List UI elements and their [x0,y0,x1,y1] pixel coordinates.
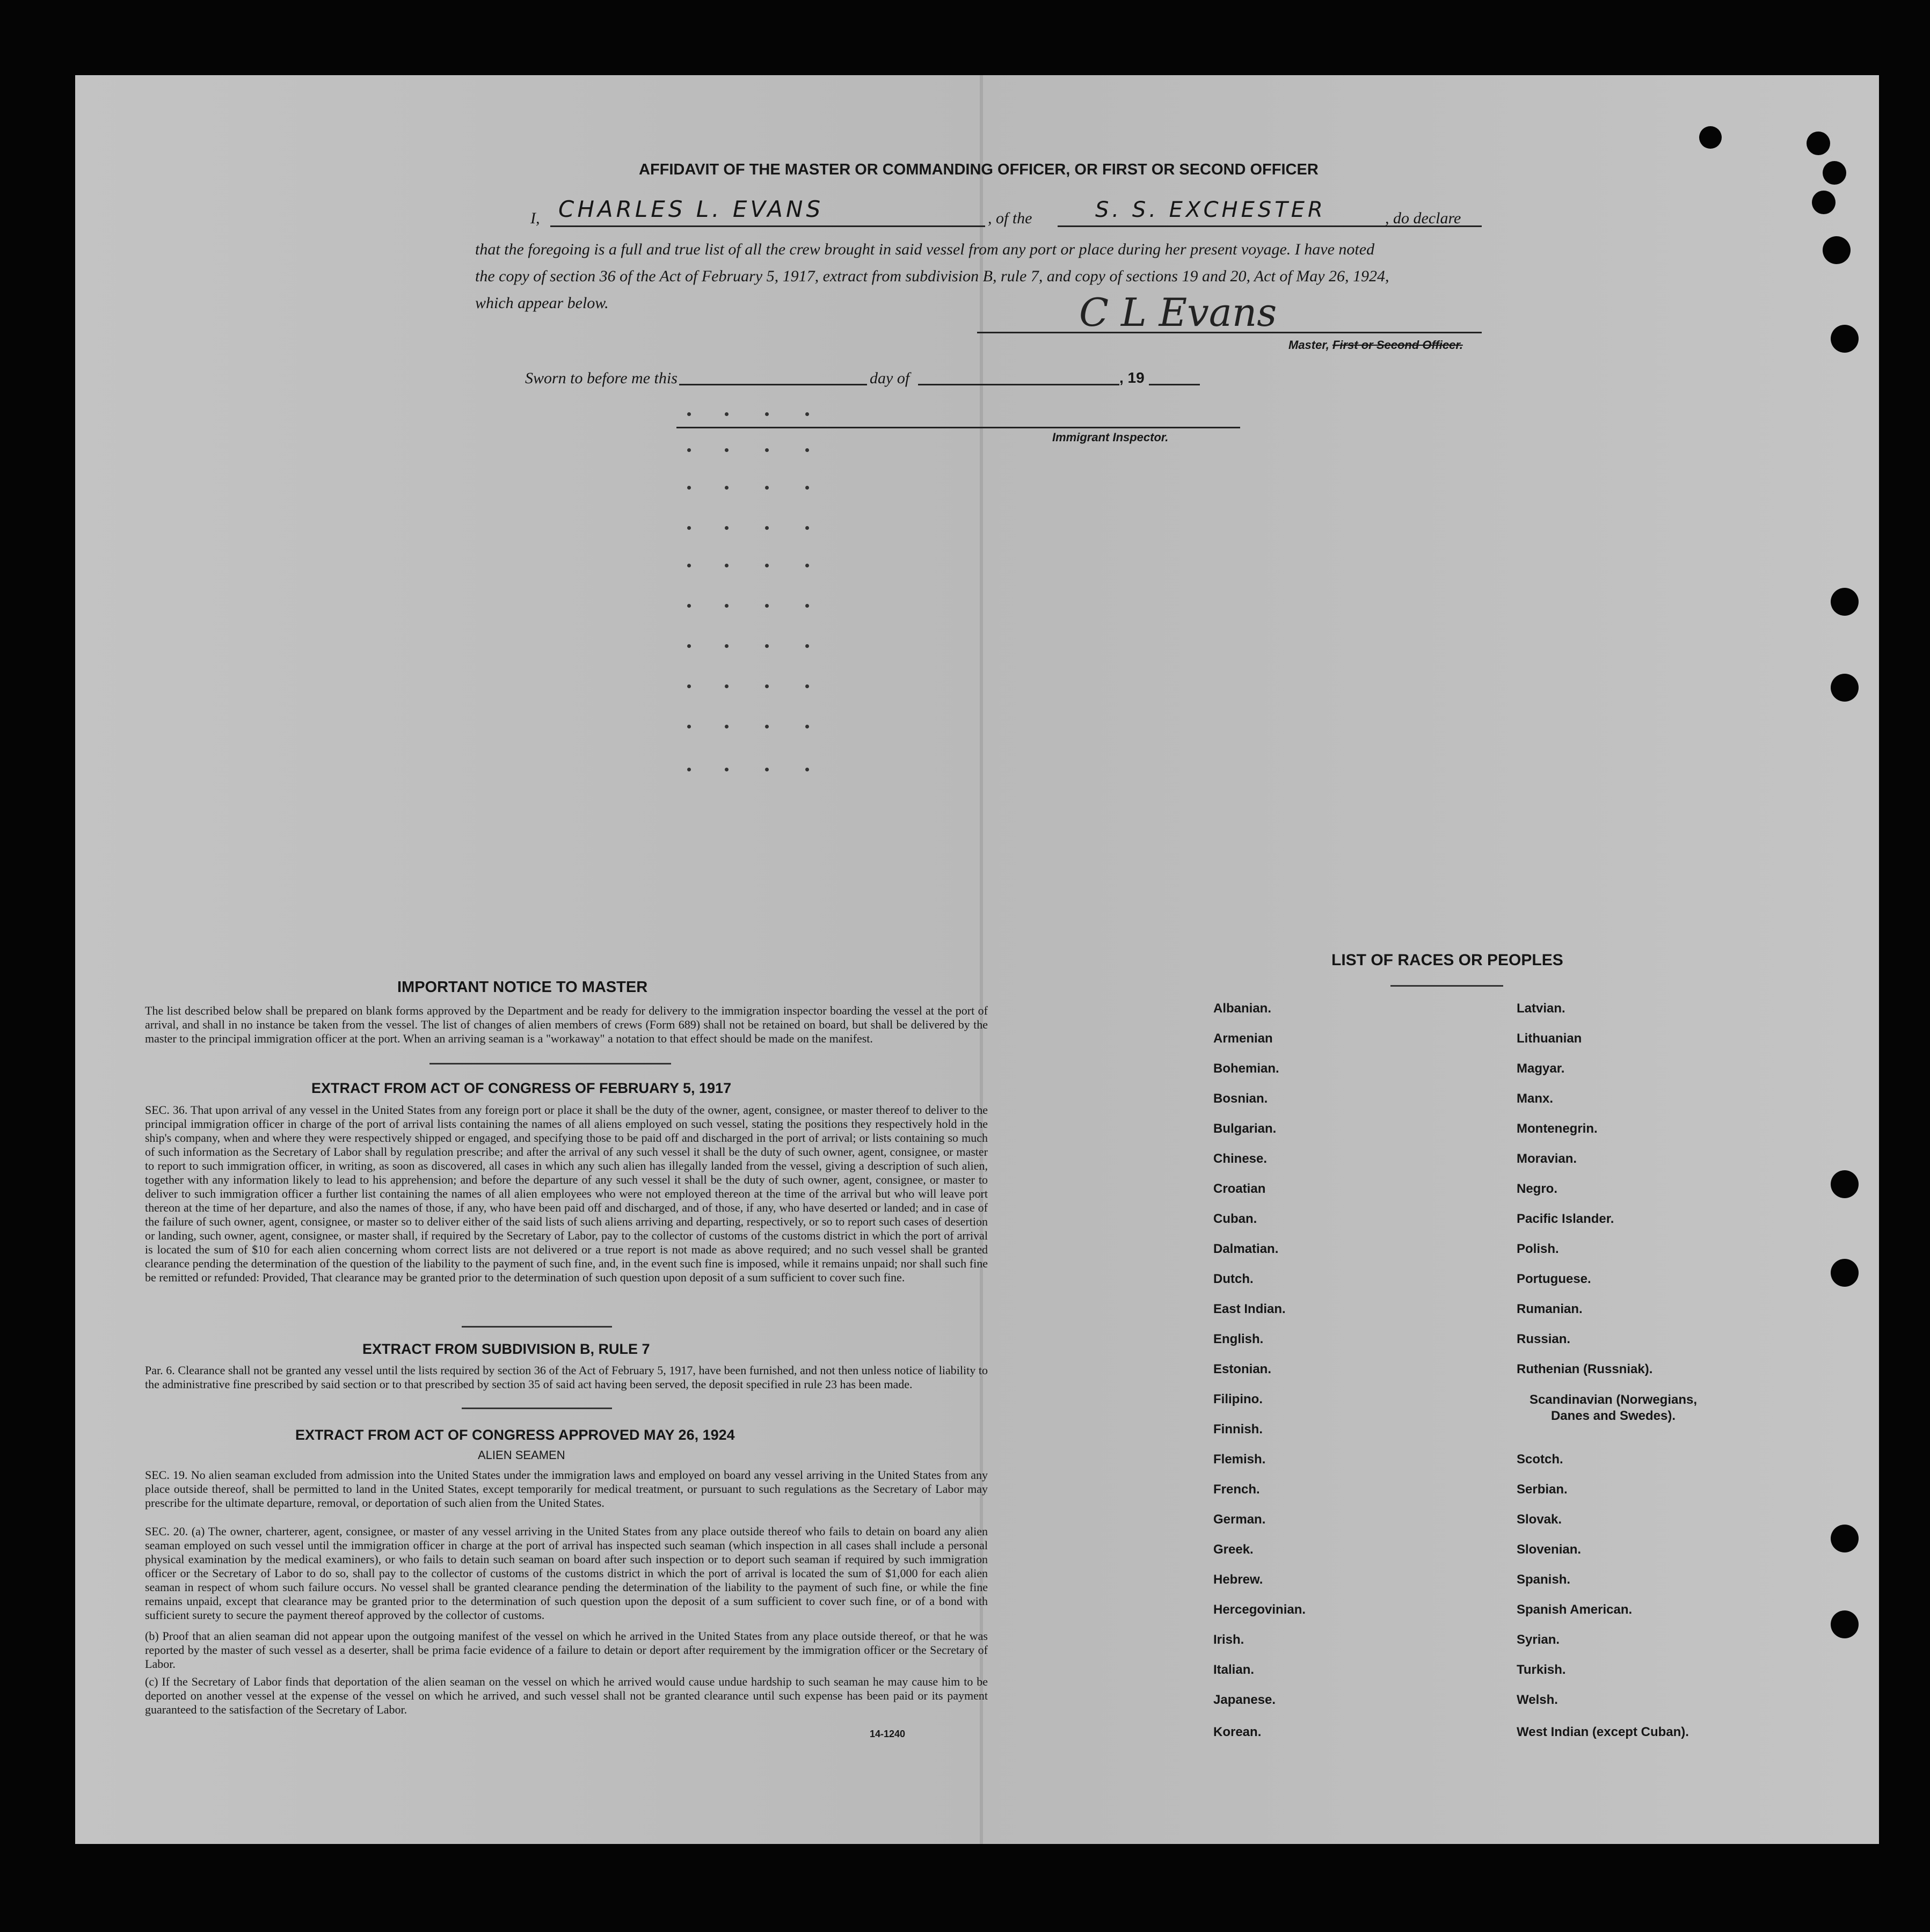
extract-1924-title: EXTRACT FROM ACT OF CONGRESS APPROVED MAY 26, 1924 [295,1427,735,1443]
race-item: Slovenian. [1517,1542,1582,1557]
race-item: Dutch. [1213,1272,1254,1286]
race-item: West Indian (except Cuban). [1517,1725,1689,1739]
year-prefix: , 19 [1119,369,1145,386]
extract-1917-title: EXTRACT FROM ACT OF CONGRESS OF FEBRUARY 5, 1917 [311,1080,732,1096]
extract-1917-body: SEC. 36. That upon arrival of any vessel in the United States from any foreign port or place it shall be the duty of the owner, agent, consignee, or master thereof to deliver to the principal immigration officer in charge of the port of arrival lists containing the names of all aliens employed on such vessel, stating the positions they respectively hold in the ship's company, when and where they were respectively shipped or engaged, and specifying those to be paid off and discharged in the port of arrival; or lists containing so much of such information as the Secretary of Labor shall by regulation prescribe; and after the arrival of any such vessel it shall be the duty of such owner, agent, consignee, or master to report to such immigration officer, in writing, as soon as discovered, all cases in which any such alien has illegally landed from the vessel, giving a description of such alien, together with any information likely to lead to his apprehension; and before the departure of any such vessel it shall be the duty of such owner, agent, consignee, or master to deliver to such immigration officer a further list containing the names of all alien employees who were not employed thereon at the time of the arrival but who will leave port thereon at the time of her departure, and also the names of those, if any, who have been paid off and discharged, and of those, if any, who have deserted or landed; and in case of the failure of such owner, agent, consignee, or master so to deliver either of the said lists of such aliens arriving and departing, respectively, or so to report such cases of desertion or landing, such owner, agent, consignee, or master shall, if required by the Secretary of Labor, pay to the collector of customs of the customs district in which the port of arrival is located the sum of $10 for each alien concerning whom correct lists are not delivered or a true report is not made as above required; and no such vessel shall be granted clearance pending the determination of the question of the liability to the payment of such fine, and, in the event such fine is imposed, while it remains unpaid; nor shall such fine be remitted or refunded: Provided, That clearance may be granted prior to the determination of such question upon deposit of a sum sufficient to cover such fine. [145,1103,988,1284]
race-item: Croatian [1213,1182,1266,1196]
race-item: German. [1213,1512,1266,1527]
race-item: Montenegrin. [1517,1121,1598,1136]
race-item: Spanish. [1517,1572,1571,1587]
race-item: Dalmatian. [1213,1242,1279,1256]
race-item: Scotch. [1517,1452,1563,1467]
race-item: Turkish. [1517,1663,1566,1677]
race-item: Armenian [1213,1031,1273,1046]
sworn-day-line [679,384,867,385]
signature-underline [977,332,1482,333]
race-item: Manx. [1517,1091,1554,1106]
race-item: Latvian. [1517,1001,1565,1016]
race-item: Italian. [1213,1663,1255,1677]
form-number: 14-1240 [870,1729,906,1739]
punch-hole [1699,126,1722,149]
race-item: Magyar. [1517,1061,1565,1076]
race-item: Lithuanian [1517,1031,1582,1046]
punch-hole [1831,1610,1859,1638]
extract-1924-sec20a: SEC. 20. (a) The owner, charterer, agent, consignee, or master of any vessel arriving in the United States from any place outside thereof who fails to detain on board any alien seaman employed on such vessel until the immigration officer in charge at the port of arrival has inspected such seaman (which inspection in all cases shall include a personal physical examination by the medical examiners), or who fails to detain such seaman on board after such inspection or to deport such seaman if required by such immigration officer or the Secretary of Labor to do so, shall pay to the collector of customs of the customs district in which the port of arrival is located the sum of $1,000 for each alien seaman in respect of whom such failure occurs. No vessel shall be granted clearance pending the determination of the liability to the payment of such fine, or while the fine remains unpaid, except that clearance may be granted prior to the determination of such question upon the deposit of a sum sufficient to cover such fine, or of a bond with sufficient surety to secure the payment thereof approved by the collector of customs. [145,1525,988,1622]
inspector-line [676,427,1240,428]
extract-1924-sec20b: (b) Proof that an alien seaman did not appear upon the outgoing manifest of the vessel on which he arrived in the United States from any place outside thereof, or that he was reported by the master of such vessel as a deserter, shall be prima facie evidence of a failure to detain or deport after requirement by the immigration officer or the Secretary of Labor. [145,1629,988,1671]
race-item: Spanish American. [1517,1602,1633,1617]
race-item: Hercegovinian. [1213,1602,1306,1617]
document-page [75,75,1879,1844]
punch-hole [1831,674,1859,702]
races-title: LIST OF RACES OR PEOPLES [1331,951,1563,969]
race-item: East Indian. [1213,1302,1286,1316]
extract-1924-sec20c: (c) If the Secretary of Labor finds that deportation of the alien seaman on the vessel on which he arrived would cause undue hardship to such seaman he may cause him to be deported on another vessel at the expense of the vessel on which he arrived, and such vessel shall not be granted clearance until such expense has been paid or its payment guaranteed to the satisfaction of the Secretary of Labor. [145,1675,988,1716]
race-item: Chinese. [1213,1151,1268,1166]
punch-hole [1807,132,1830,155]
subdivision-b-rule [462,1408,612,1409]
race-item: Serbian. [1517,1482,1568,1497]
race-item: Filipino. [1213,1392,1263,1406]
race-item: Irish. [1213,1632,1244,1647]
affidavit-line-2: the copy of section 36 of the Act of February 5, 1917, extract from subdivision B, rule 7, and copy of sections 19 and 20, Act of May 26, 1924, [475,267,1389,285]
inspector-label: Immigrant Inspector. [1052,431,1169,444]
punch-hole [1831,325,1859,353]
day-of-label: day of [870,369,910,387]
signature-label-struck: First or Second Officer. [1332,338,1463,352]
race-item: Welsh. [1517,1693,1558,1707]
vessel-name: S. S. EXCHESTER [1095,198,1326,222]
notice-rule [429,1063,671,1065]
race-item: Syrian. [1517,1632,1560,1647]
officer-name: CHARLES L. EVANS [558,196,824,222]
race-item: Albanian. [1213,1001,1272,1016]
sworn-text: Sworn to before me this [525,369,678,387]
subdivision-b-title: EXTRACT FROM SUBDIVISION B, RULE 7 [362,1341,650,1357]
punch-hole [1831,588,1859,616]
race-item: Bosnian. [1213,1091,1268,1106]
extract-1917-rule [462,1326,612,1328]
race-item: Japanese. [1213,1693,1276,1707]
punch-hole [1831,1259,1859,1287]
race-item: Scandinavian (Norwegians, Danes and Swedes). [1529,1393,1698,1423]
name-underline [550,225,985,227]
punch-hole [1823,161,1846,185]
race-item: Negro. [1517,1182,1558,1196]
race-item: Greek. [1213,1542,1254,1557]
race-item: Ruthenian (Russniak). [1517,1362,1653,1376]
affidavit-title: AFFIDAVIT OF THE MASTER OR COMMANDING OFFICER, OR FIRST OR SECOND OFFICER [639,161,1319,178]
do-declare-label: , do declare [1385,209,1461,227]
extract-1924-subtitle: ALIEN SEAMEN [478,1448,565,1462]
race-item: Polish. [1517,1242,1559,1256]
signature-label [1288,338,1463,352]
race-item: Flemish. [1213,1452,1266,1467]
race-item: Pacific Islander. [1517,1212,1614,1226]
race-item: Bulgarian. [1213,1121,1277,1136]
affidavit-body [475,236,1554,317]
notice-title: IMPORTANT NOTICE TO MASTER [397,979,648,996]
of-the-label: , of the [988,209,1032,227]
race-item: French. [1213,1482,1260,1497]
subdivision-b-body: Par. 6. Clearance shall not be granted any vessel until the lists required by section 36 of the Act of February 5, 1917, have been furnished, and not then unless notice of liability to the administrative fine prescribed by said section or to that prescribed by section 35 of said act having been served, the deposit specified in rule 23 has been made. [145,1364,988,1391]
race-item: Moravian. [1517,1151,1577,1166]
extract-1924-sec19: SEC. 19. No alien seaman excluded from admission into the United States under the immigration laws and employed on board any vessel arriving in the United States from any place outside thereof, shall be permitted to land in the United States, except temporarily for medical treatment, or pursuant to such regulations as the Secretary of Labor may prescribe for the ultimate departure, removal, or deportation of such alien from the United States. [145,1468,988,1510]
race-item: Hebrew. [1213,1572,1263,1587]
race-item: English. [1213,1332,1264,1346]
race-item: Slovak. [1517,1512,1562,1527]
race-item: Bohemian. [1213,1061,1279,1076]
signature: C L Evans [1079,290,1277,335]
punch-hole [1823,236,1851,264]
race-item: Finnish. [1213,1422,1263,1437]
notice-body: The list described below shall be prepared on blank forms approved by the Department and be ready for delivery to the immigration inspector boarding the vessel at the port of arrival, and shall in no instance be taken from the vessel. The list of changes of alien members of crews (Form 689) shall not be retained on board, but shall be delivered by the master to the principal immigration officer at the port. When an arriving seaman is a "workaway" a notation to that effect should be made on the manifest. [145,1004,988,1045]
affidavit-line-3: which appear below. [475,294,609,312]
punch-hole [1812,191,1836,214]
race-item: Korean. [1213,1725,1262,1739]
race-item: Russian. [1517,1332,1571,1346]
sworn-year-line [1149,384,1200,385]
race-item: Estonian. [1213,1362,1272,1376]
prefix-i: I, [530,209,540,227]
race-item: Cuban. [1213,1212,1257,1226]
affidavit-line-1: that the foregoing is a full and true list of all the crew brought in said vessel from any port or place during her present voyage. I have noted [475,240,1375,258]
sworn-month-line [918,384,1119,385]
signature-label-master: Master, [1288,338,1329,352]
race-item: Portuguese. [1517,1272,1591,1286]
races-title-rule [1390,985,1503,987]
punch-hole [1831,1170,1859,1198]
race-item: Rumanian. [1517,1302,1583,1316]
punch-hole [1831,1525,1859,1552]
